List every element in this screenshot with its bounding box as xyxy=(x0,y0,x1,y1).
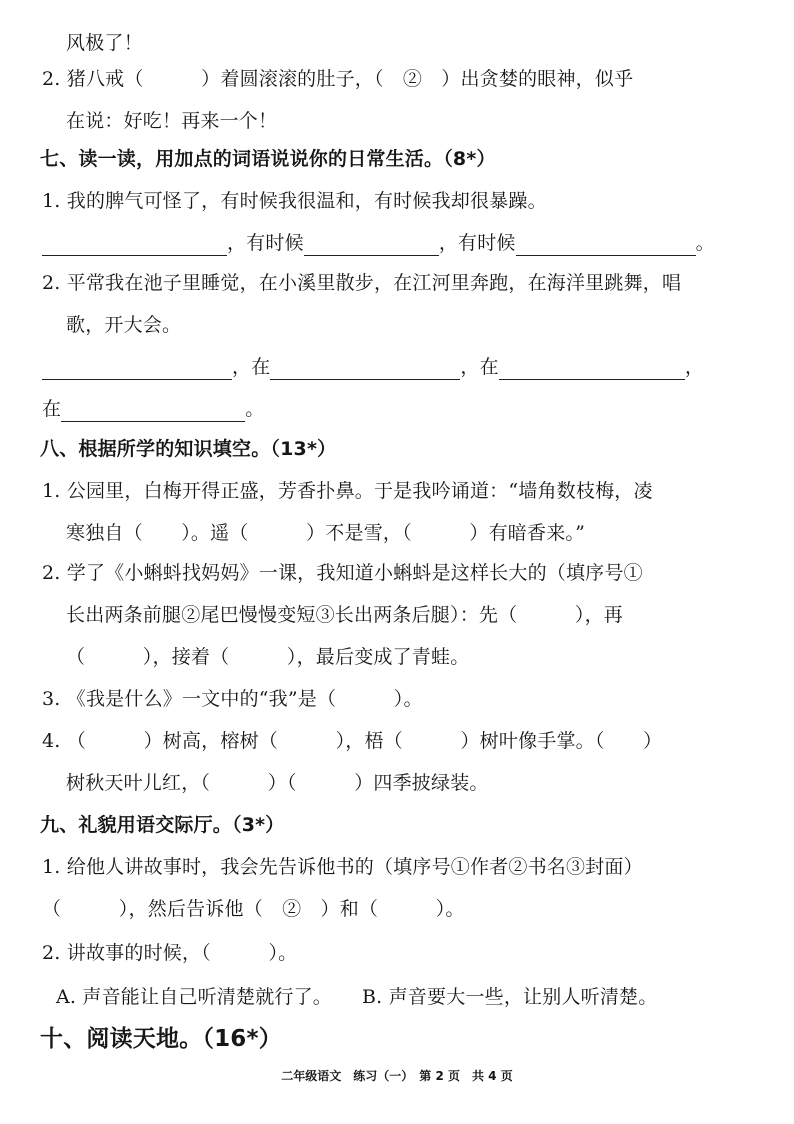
line-zhubajie: 2. 猪八戒（ ）着圆滚滚的肚子，（ ② ）出贪婪的眼神，似乎 xyxy=(42,68,634,90)
q8-2-cont: 长出两条前腿②尾巴慢慢变短③长出两条后腿）：先（ ），再 xyxy=(66,604,624,626)
section-10-title: 十、阅读天地。（16*） xyxy=(40,1026,282,1052)
q8-3: 3. 《我是什么》一文中的“我”是（ ）。 xyxy=(42,688,423,710)
q7-2: 2. 平常我在池子里睡觉，在小溪里散步，在江河里奔跑，在海洋里跳舞，唱 xyxy=(42,272,682,294)
blank[interactable] xyxy=(516,235,696,256)
blank[interactable] xyxy=(42,359,232,380)
q8-4-cont: 树秋天叶儿红，（ ）（ ）四季披绿装。 xyxy=(66,772,489,794)
section-9-title: 九、礼貌用语交际厅。（3*） xyxy=(40,814,285,836)
section-7-title: 七、读一读，用加点的词语说说你的日常生活。（8*） xyxy=(40,148,496,170)
q7-1: 1. 我的脾气可怪了，有时候我很温和，有时候我却很暴躁。 xyxy=(42,190,547,212)
blank[interactable] xyxy=(304,235,439,256)
page-footer: 二年级语文 练习（一） 第 2 页 共 4 页 xyxy=(281,1069,513,1083)
q8-2-cont-2: （ ），接着（ ），最后变成了青蛙。 xyxy=(66,646,470,668)
q9-2-option-a: A. 声音能让自己听清楚就行了。 xyxy=(56,986,333,1008)
q9-2-option-b: B. 声音要大一些，让别人听清楚。 xyxy=(362,986,658,1008)
q8-1: 1. 公园里，白梅开得正盛，芳香扑鼻。于是我吟诵道：“墙角数枝梅，凌 xyxy=(42,480,653,502)
line-wind: 风极了！ xyxy=(66,32,143,54)
q7-2-answer-line: ，在 ，在 ， xyxy=(42,354,704,380)
q7-1-answer-line: ，有时候 ，有时候 。 xyxy=(42,230,715,256)
section-8-title: 八、根据所学的知识填空。（13*） xyxy=(40,438,337,460)
q8-1-cont: 寒独自（ ）。遥（ ）不是雪，（ ）有暗香来。” xyxy=(66,522,586,544)
q7-2-answer-line-2: 在 。 xyxy=(42,398,265,420)
q9-1-cont: （ ），然后告诉他（ ② ）和（ ）。 xyxy=(42,898,465,920)
q9-2: 2. 讲故事的时候，（ ）。 xyxy=(42,942,298,964)
blank[interactable] xyxy=(499,359,685,380)
blank[interactable] xyxy=(42,235,227,256)
q9-1: 1. 给他人讲故事时，我会先告诉他书的（填序号①作者②书名③封面） xyxy=(42,856,643,878)
q7-2-cont: 歌，开大会。 xyxy=(66,314,182,336)
blank[interactable] xyxy=(270,359,460,380)
q8-2: 2. 学了《小蝌蚪找妈妈》一课，我知道小蝌蚪是这样长大的（填序号① xyxy=(42,562,643,584)
line-zhubajie-cont: 在说：好吃！再来一个！ xyxy=(66,110,278,132)
blank[interactable] xyxy=(61,401,245,422)
q8-4: 4. （ ）树高，榕树（ ），梧（ ）树叶像手掌。（ ） xyxy=(42,730,663,752)
